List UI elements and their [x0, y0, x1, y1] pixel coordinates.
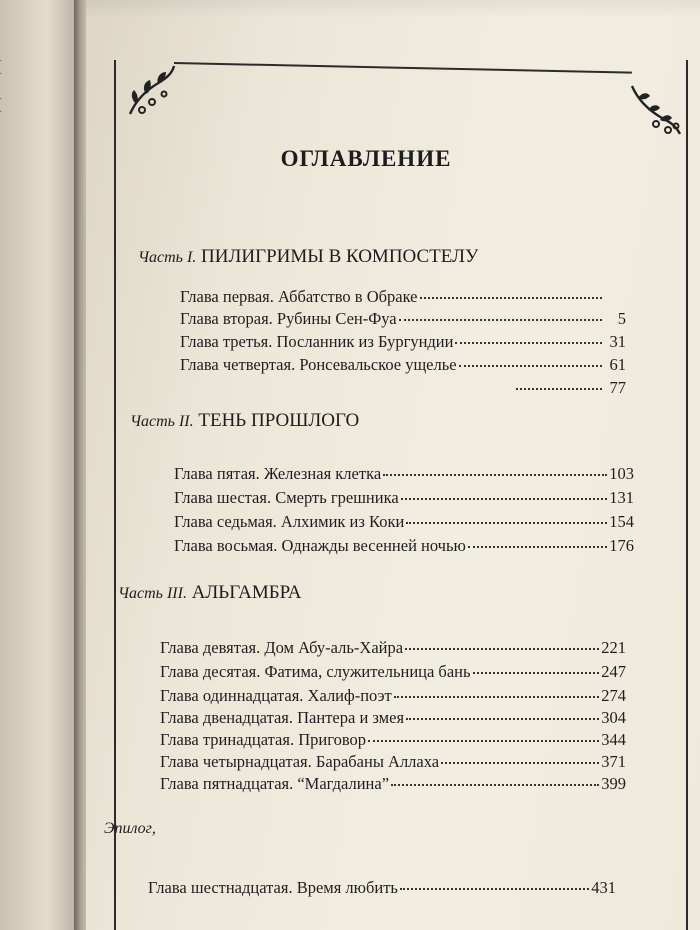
- part-number: Часть II.: [130, 413, 194, 430]
- chapter-title: Глава восьмая. Однажды весенней ночью: [174, 536, 466, 555]
- page-number: 371: [601, 752, 626, 771]
- page-number: 247: [601, 662, 626, 681]
- chapter-title: Глава первая. Аббатство в Обраке: [180, 287, 418, 306]
- part-heading: [138, 246, 478, 268]
- page-number: 103: [609, 464, 634, 483]
- page-number: 431: [591, 878, 616, 897]
- part-heading: [130, 410, 359, 432]
- toc-entry: [180, 355, 626, 375]
- page-number: 221: [601, 638, 626, 657]
- part-title: ТЕНЬ ПРОШЛОГО: [198, 410, 360, 431]
- chapter-title: Глава третья. Посланник из Бургундии: [180, 332, 454, 351]
- left-page-glyph: [0, 98, 9, 112]
- toc-entry: [160, 662, 626, 682]
- chapter-title: Глава вторая. Рубины Сен-Фуа: [180, 309, 397, 328]
- part-number: Часть III.: [118, 585, 187, 602]
- toc-entry: [174, 464, 634, 484]
- toc-entry: [160, 638, 626, 658]
- page-number: 61: [609, 355, 626, 374]
- chapter-title: Глава пятая. Железная клетка: [174, 464, 382, 483]
- toc-page: [86, 0, 700, 930]
- toc-entry: [174, 512, 634, 532]
- toc-entry: [174, 536, 634, 556]
- epilog-heading: Эпилог,: [104, 820, 156, 837]
- page-number: 399: [601, 774, 626, 793]
- page-number: 274: [601, 686, 626, 705]
- toc-entry: [148, 878, 616, 898]
- toc-entry: [174, 488, 634, 508]
- part-title: ПИЛИГРИМЫ В КОМПОСТЕЛУ: [201, 246, 479, 267]
- page-number: 77: [609, 378, 626, 397]
- page-number: 304: [601, 708, 626, 727]
- page-number: 154: [609, 512, 634, 531]
- chapter-title: Глава девятая. Дом Абу-аль-Хайра: [160, 638, 404, 657]
- chapter-title: Глава одиннадцатая. Халиф-поэт: [160, 686, 392, 705]
- chapter-title: Глава пятнадцатая. “Магдалина”: [160, 774, 390, 793]
- part-number: Часть I.: [138, 249, 197, 266]
- page-number: 176: [609, 536, 634, 555]
- toc-entry: [160, 686, 626, 706]
- toc-entry: [160, 752, 626, 772]
- toc-entry: [160, 730, 626, 750]
- chapter-title: Глава четвертая. Ронсевальское ущелье: [180, 355, 457, 374]
- chapter-title: Глава четырнадцатая. Барабаны Аллаха: [160, 752, 440, 771]
- chapter-title: Глава двенадцатая. Пантера и змея: [160, 708, 405, 727]
- page-number: 131: [609, 488, 634, 507]
- left-page-glyph: [0, 60, 9, 74]
- left-page-edge: [0, 0, 78, 930]
- floral-scroll-icon: [122, 60, 182, 120]
- page-number: 344: [601, 730, 626, 749]
- toc-entry: [180, 332, 626, 352]
- toc-entry: [180, 309, 626, 329]
- toc-entry: [160, 708, 626, 728]
- floral-scroll-icon: [626, 80, 686, 140]
- toc-entry: [180, 287, 626, 307]
- chapter-title: Глава седьмая. Алхимик из Коки: [174, 512, 405, 531]
- page-number: 5: [617, 309, 626, 328]
- part-title: АЛЬГАМБРА: [191, 582, 302, 603]
- toc-entry: [160, 774, 626, 794]
- chapter-title: Глава шестнадцатая. Время любить: [148, 878, 398, 897]
- page-number: 31: [609, 332, 626, 351]
- chapter-title: Глава тринадцатая. Приговор: [160, 730, 367, 749]
- part-heading: [118, 582, 302, 604]
- chapter-title: Глава шестая. Смерть грешника: [174, 488, 399, 507]
- chapter-title: Глава десятая. Фатима, служительница бань: [160, 662, 471, 681]
- toc-entry: [180, 378, 626, 398]
- page-title: ОГЛАВЛЕНИЕ: [280, 146, 452, 171]
